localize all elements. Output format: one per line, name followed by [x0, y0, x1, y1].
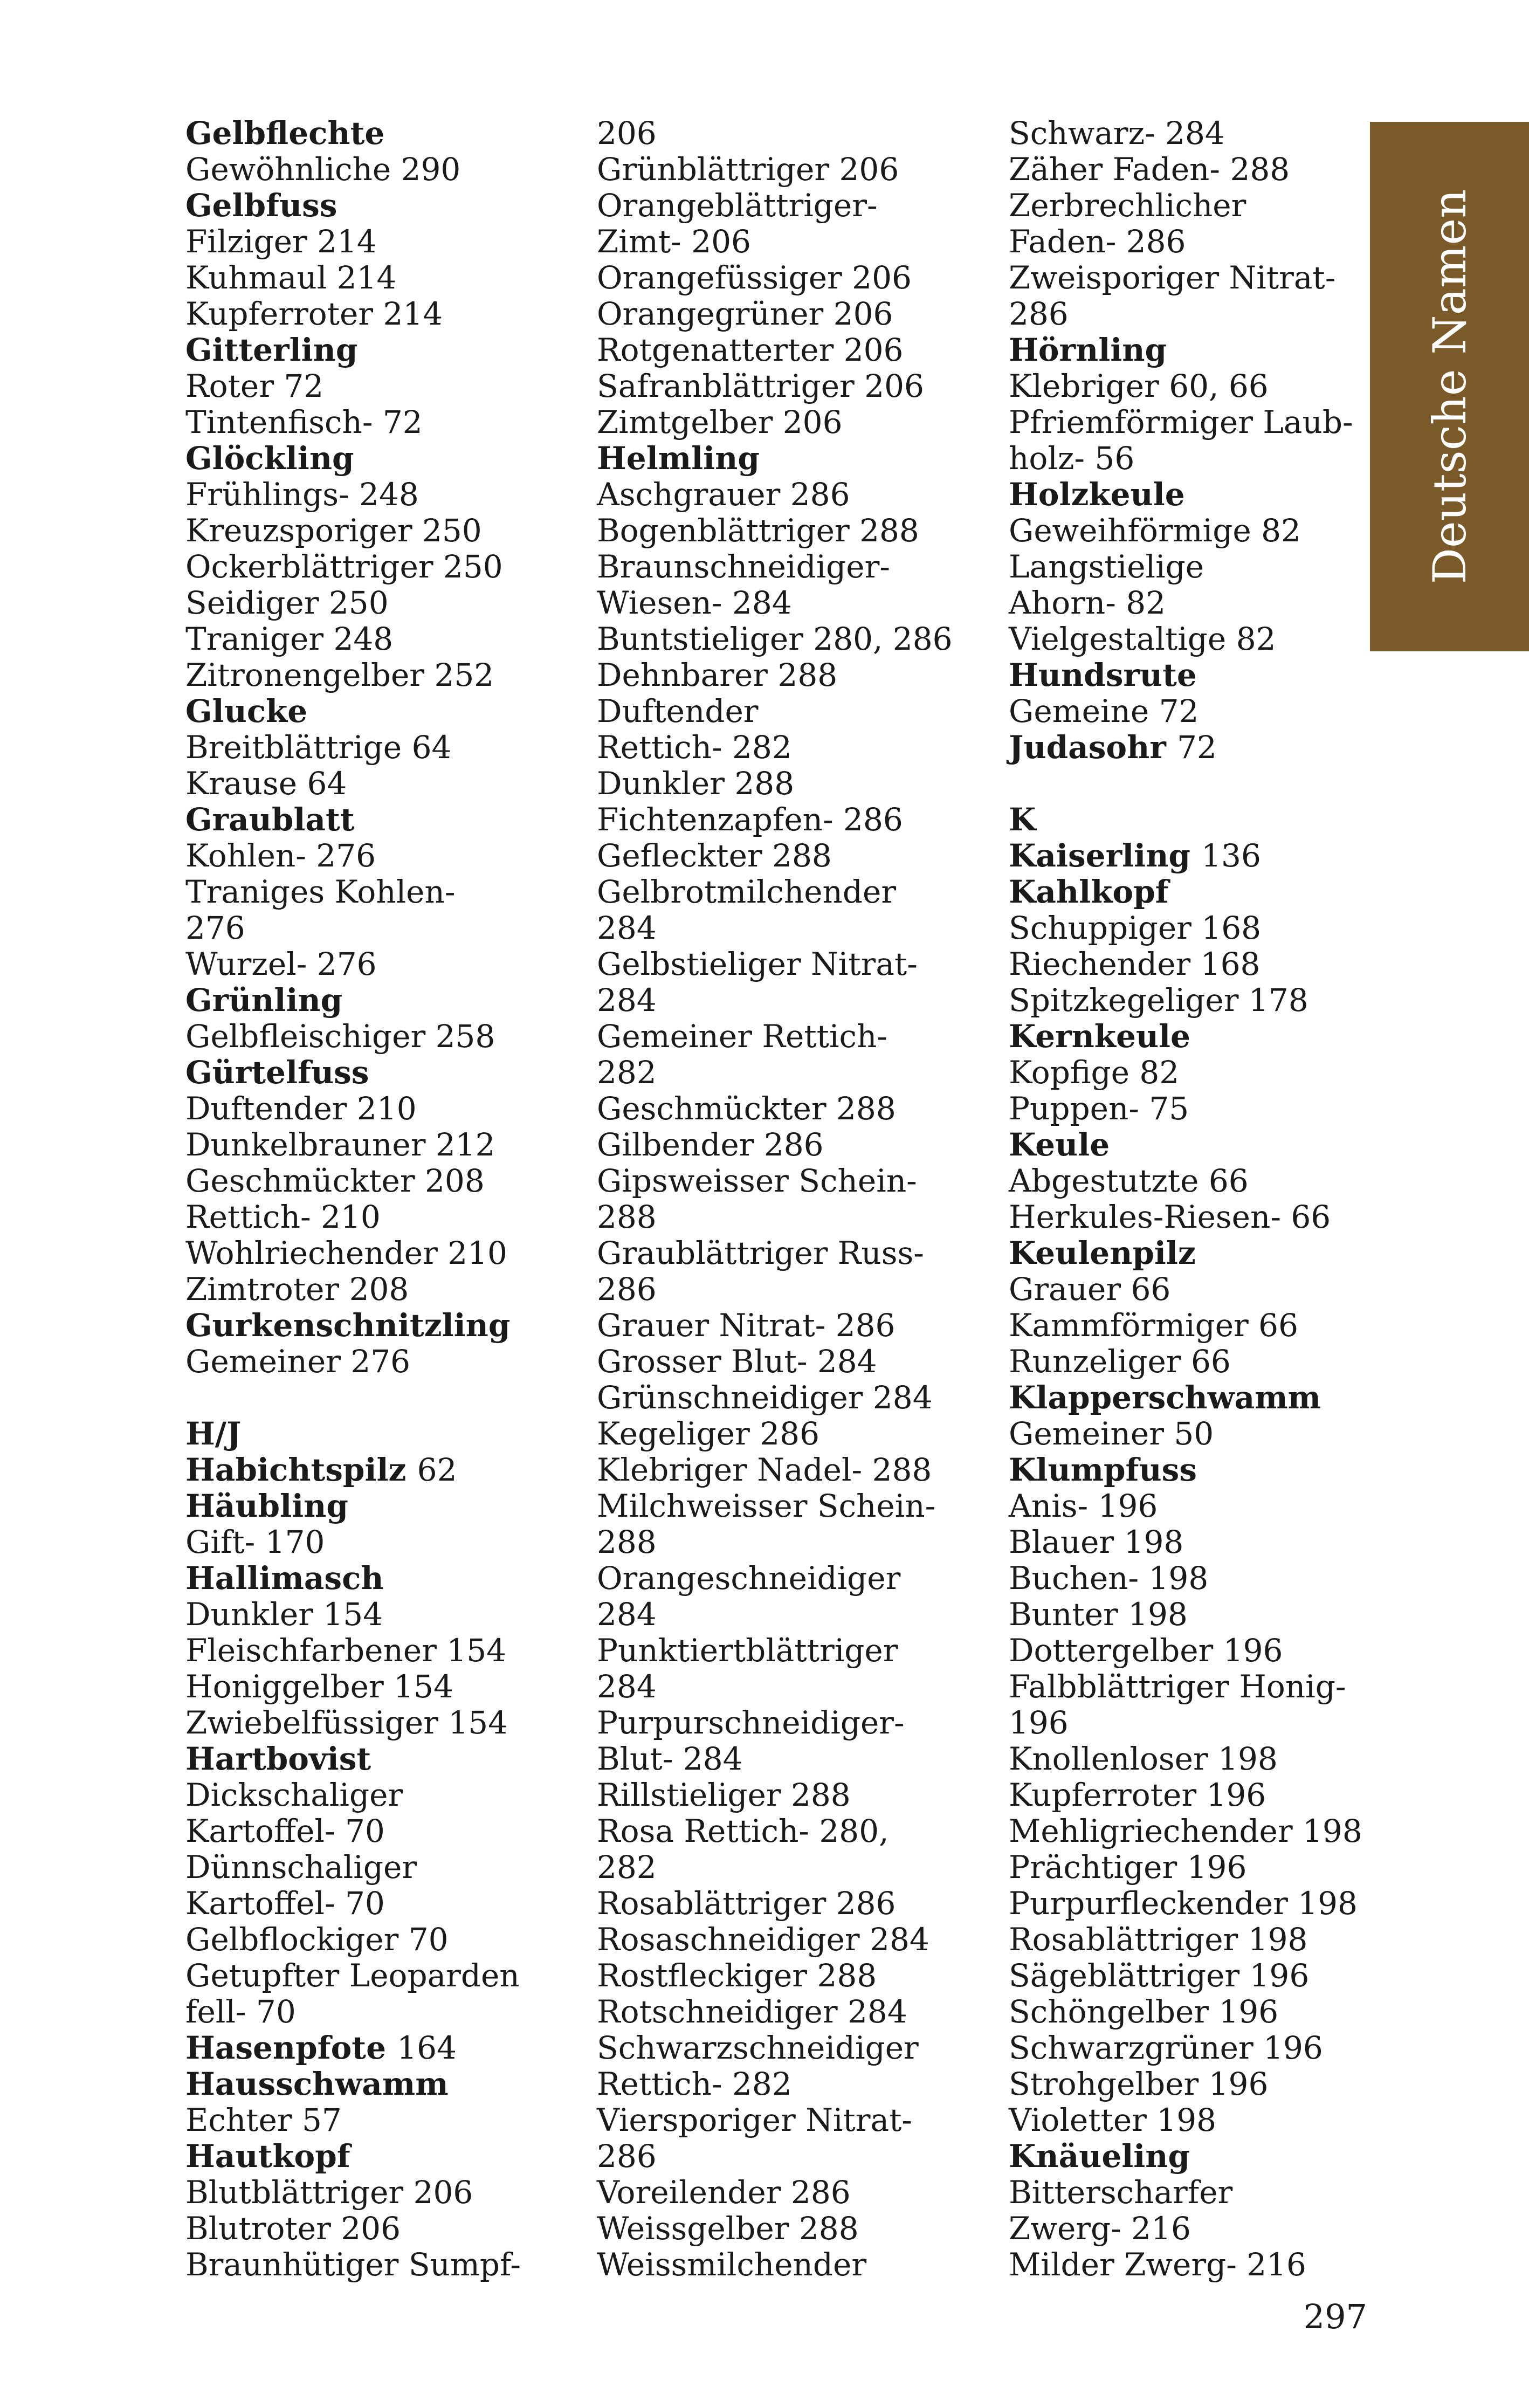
index-heading-text: Glucke — [185, 693, 308, 730]
index-heading-text: Hallimasch — [185, 1560, 384, 1597]
index-entry: Zimtroter 208 — [185, 1271, 409, 1308]
index-entry: Grauer 66 — [1009, 1271, 1171, 1308]
index-entry: 276 — [185, 910, 245, 946]
index-heading-text: Graublatt — [185, 801, 355, 838]
index-entry: Knollenloser 198 — [1009, 1740, 1278, 1777]
index-entry: Buntstieliger 280, 286 — [597, 621, 953, 657]
index-entry: Rosaschneidiger 284 — [597, 1921, 929, 1958]
index-entry: Bunter 198 — [1009, 1596, 1188, 1633]
index-entry: 286 — [597, 1271, 657, 1308]
index-entry: holz- 56 — [1009, 440, 1135, 477]
index-entry: Dickschaliger — [185, 1777, 403, 1813]
index-heading-text: Glöckling — [185, 440, 354, 477]
index-entry: Traniges Kohlen- — [185, 873, 456, 910]
index-entry: Purpurschneidiger- — [597, 1704, 905, 1741]
index-entry: 288 — [597, 1524, 657, 1560]
index-heading — [185, 2030, 552, 2066]
index-entry: Schwarzgrüner 196 — [1009, 2029, 1323, 2066]
index-entry: Rettich- 282 — [597, 2066, 792, 2102]
index-entry: Zwerg- 216 — [1009, 2210, 1191, 2247]
index-heading-text: Knäueling — [1009, 2138, 1190, 2175]
index-entry: Blauer 198 — [1009, 1524, 1184, 1560]
index-heading-text: Hausschwamm — [185, 2066, 449, 2102]
index-entry: Honiggelber 154 — [185, 1668, 453, 1705]
index-entry: 288 — [597, 1199, 657, 1235]
index-entry: Kegeliger 286 — [597, 1415, 819, 1452]
index-entry: Milder Zwerg- 216 — [1009, 2246, 1306, 2283]
index-column-1 — [185, 115, 552, 2283]
index-heading-text: Kernkeule — [1009, 1018, 1190, 1055]
index-heading — [1009, 1019, 1375, 1055]
index-entry: Grünschneidiger 284 — [597, 1379, 933, 1416]
index-heading — [1009, 1127, 1375, 1163]
index-entry: Sägeblättriger 196 — [1009, 1957, 1310, 1994]
index-entry: Blut- 284 — [597, 1740, 743, 1777]
index-entry: Grünblättriger 206 — [597, 151, 899, 188]
index-heading-text: Gurkenschnitzling — [185, 1307, 511, 1344]
index-heading-text: Hundsrute — [1009, 657, 1197, 693]
index-entry: Prächtiger 196 — [1009, 1849, 1247, 1886]
index-entry: Kammförmiger 66 — [1009, 1307, 1298, 1344]
index-entry: Tintenfisch- 72 — [185, 404, 423, 441]
page-number: 297 — [1303, 2297, 1367, 2336]
index-entry: Krause 64 — [185, 765, 347, 802]
index-entry: Orangeblättriger- — [597, 187, 878, 224]
index-heading-text: Gelbfuss — [185, 187, 338, 224]
index-entry: Bogenblättriger 288 — [597, 512, 919, 549]
index-heading-text: Helmling — [597, 440, 760, 477]
index-entry: Rosa Rettich- 280, — [597, 1813, 889, 1849]
index-entry: Gift- 170 — [185, 1524, 325, 1560]
index-entry: Orangeschneidiger — [597, 1560, 901, 1597]
index-entry: Braunschneidiger- — [597, 548, 890, 585]
index-heading — [185, 802, 552, 838]
index-entry: Geweihförmige 82 — [1009, 512, 1301, 549]
index-entry: Schwarz- 284 — [1009, 115, 1225, 152]
index-entry: Gelbfleischiger 258 — [185, 1018, 495, 1055]
index-entry: 286 — [1009, 295, 1069, 332]
index-heading — [185, 2066, 552, 2102]
index-entry: 196 — [1009, 1704, 1069, 1741]
index-entry: Kopfige 82 — [1009, 1054, 1180, 1091]
index-entry: Fichtenzapfen- 286 — [597, 801, 903, 838]
index-entry: Strohgelber 196 — [1009, 2066, 1269, 2102]
index-entry: 286 — [597, 2138, 657, 2175]
index-heading — [185, 441, 552, 477]
index-entry: Fleischfarbener 154 — [185, 1632, 507, 1669]
index-entry: 284 — [597, 1668, 657, 1705]
index-heading-text: Häubling — [185, 1488, 348, 1524]
index-heading-text: H/J — [185, 1415, 242, 1452]
index-entry: Gelbstieliger Nitrat- — [597, 946, 918, 982]
index-entry: Anis- 196 — [1009, 1488, 1158, 1524]
index-heading — [185, 693, 552, 730]
index-heading-text: Grünling — [185, 982, 343, 1019]
index-entry: Orangefüssiger 206 — [597, 259, 912, 296]
index-entry: Buchen- 198 — [1009, 1560, 1209, 1597]
index-entry: 284 — [597, 982, 657, 1019]
index-spacer — [1009, 766, 1375, 802]
index-entry: Gelbflockiger 70 — [185, 1921, 449, 1958]
index-entry: Wohlriechender 210 — [185, 1235, 507, 1271]
index-heading-text: Gürtelfuss — [185, 1054, 369, 1091]
index-entry: Schöngelber 196 — [1009, 1993, 1279, 2030]
index-entry: Kupferroter 196 — [1009, 1777, 1266, 1813]
index-entry: Riechender 168 — [1009, 946, 1261, 982]
section-tab — [1370, 122, 1529, 651]
index-entry: Blutroter 206 — [185, 2210, 401, 2247]
index-heading — [1009, 1452, 1375, 1488]
index-heading-text: Hasenpfote — [185, 2029, 386, 2066]
index-page-ref: 72 — [1177, 729, 1217, 766]
index-heading — [185, 188, 552, 224]
index-entry: Echter 57 — [185, 2102, 342, 2138]
index-heading — [1009, 838, 1375, 874]
index-entry: Orangegrüner 206 — [597, 295, 893, 332]
index-entry: Bitterscharfer — [1009, 2174, 1233, 2211]
index-entry: Falbblättriger Honig- — [1009, 1668, 1346, 1705]
index-entry: Gilbender 286 — [597, 1126, 824, 1163]
index-entry: Geschmückter 288 — [597, 1090, 896, 1127]
section-tab-label: Deutsche Namen — [1423, 189, 1476, 584]
index-heading-text: Klumpfuss — [1009, 1451, 1197, 1488]
index-heading — [1009, 1235, 1375, 1271]
index-heading — [1009, 2138, 1375, 2175]
index-entry: Violetter 198 — [1009, 2102, 1217, 2138]
index-entry: Klebriger 60, 66 — [1009, 368, 1269, 404]
index-entry: Kartoffel- 70 — [185, 1813, 385, 1849]
index-entry: Wurzel- 276 — [185, 946, 377, 982]
index-entry: fell- 70 — [185, 1993, 296, 2030]
index-entry: Runzeliger 66 — [1009, 1343, 1231, 1380]
index-entry: Gemeiner Rettich- — [597, 1018, 887, 1055]
index-entry: Safranblättriger 206 — [597, 368, 924, 404]
index-entry: Gemeiner 50 — [1009, 1415, 1214, 1452]
index-entry: Zwiebelfüssiger 154 — [185, 1704, 508, 1741]
index-entry: Zerbrechlicher — [1009, 187, 1246, 224]
index-entry: Vielgestaltige 82 — [1009, 621, 1276, 657]
index-entry: Dehnbarer 288 — [597, 657, 838, 693]
index-heading — [1009, 874, 1375, 910]
index-entry: Rotschneidiger 284 — [597, 1993, 907, 2030]
index-entry: Abgestutzte 66 — [1009, 1162, 1249, 1199]
index-entry: Roter 72 — [185, 368, 324, 404]
index-entry: Gelbrotmilchender — [597, 873, 897, 910]
index-heading — [185, 1488, 552, 1524]
index-entry: Faden- 286 — [1009, 223, 1186, 260]
index-page-ref: 62 — [417, 1451, 457, 1488]
index-entry: 284 — [597, 1596, 657, 1633]
index-entry: Dunkelbrauner 212 — [185, 1126, 495, 1163]
index-entry: Spitzkegeliger 178 — [1009, 982, 1308, 1019]
index-heading — [1009, 802, 1375, 838]
index-heading — [1009, 332, 1375, 368]
index-column-3 — [1009, 115, 1375, 2283]
index-heading-text: Gelbflechte — [185, 115, 385, 152]
index-entry: Grosser Blut- 284 — [597, 1343, 877, 1380]
index-entry: Wiesen- 284 — [597, 584, 792, 621]
index-page-ref: 136 — [1201, 837, 1261, 874]
index-heading — [1009, 1380, 1375, 1416]
index-entry: Zäher Faden- 288 — [1009, 151, 1290, 188]
index-heading-text: Keule — [1009, 1126, 1110, 1163]
index-heading — [185, 2138, 552, 2175]
index-entry: Rettich- 210 — [185, 1199, 381, 1235]
index-entry: Grauer Nitrat- 286 — [597, 1307, 896, 1344]
index-entry: Weissmilchender — [597, 2246, 867, 2283]
index-entry: Rosablättriger 198 — [1009, 1921, 1308, 1958]
index-entry: Filziger 214 — [185, 223, 377, 260]
index-heading — [185, 332, 552, 368]
index-entry: Pfriemförmiger Laub- — [1009, 404, 1353, 441]
index-column-2 — [597, 115, 963, 2283]
index-heading-text: Klapperschwamm — [1009, 1379, 1321, 1416]
index-entry: Rillstieliger 288 — [597, 1777, 851, 1813]
index-entry: Dunkler 154 — [185, 1596, 383, 1633]
index-entry: Gewöhnliche 290 — [185, 151, 461, 188]
index-entry: 282 — [597, 1849, 657, 1886]
index-entry: Schwarzschneidiger — [597, 2029, 919, 2066]
index-heading-text: Habichtspilz — [185, 1451, 407, 1488]
index-entry: Rettich- 282 — [597, 729, 792, 766]
index-entry: Graublättriger Russ- — [597, 1235, 924, 1271]
index-entry: Traniger 248 — [185, 621, 394, 657]
index-entry: Zweisporiger Nitrat- — [1009, 259, 1336, 296]
index-spacer — [185, 1380, 552, 1416]
index-entry: Voreilender 286 — [597, 2174, 851, 2211]
index-heading-text: Gitterling — [185, 332, 358, 368]
index-heading-text: Judasohr — [1009, 729, 1166, 766]
index-entry: Gipsweisser Schein- — [597, 1162, 917, 1199]
index-entry: Weissgelber 288 — [597, 2210, 859, 2247]
index-entry: Gemeine 72 — [1009, 693, 1199, 730]
index-entry: Purpurfleckender 198 — [1009, 1885, 1358, 1922]
index-entry: Schuppiger 168 — [1009, 910, 1262, 946]
index-entry: Herkules-Riesen- 66 — [1009, 1199, 1331, 1235]
index-entry: Kreuzsporiger 250 — [185, 512, 482, 549]
index-entry: Breitblättrige 64 — [185, 729, 452, 766]
index-entry: Getupfter Leoparden — [185, 1957, 520, 1994]
index-entry: Dunkler 288 — [597, 765, 795, 802]
index-entry: Duftender — [597, 693, 759, 730]
index-entry: Braunhütiger Sumpf- — [185, 2246, 521, 2283]
index-heading-text: Hautkopf — [185, 2138, 350, 2175]
index-heading-text: Hörnling — [1009, 332, 1167, 368]
index-heading — [185, 1055, 552, 1091]
index-heading — [1009, 657, 1375, 693]
index-heading — [1009, 730, 1375, 766]
index-entry: 206 — [597, 115, 657, 152]
index-entry: Zimt- 206 — [597, 223, 751, 260]
index-entry: Milchweisser Schein- — [597, 1488, 936, 1524]
index-entry: Kupferroter 214 — [185, 295, 443, 332]
index-heading-text: Kaiserling — [1009, 837, 1190, 874]
index-entry: Zimtgelber 206 — [597, 404, 843, 441]
index-entry: Ockerblättriger 250 — [185, 548, 503, 585]
index-entry: Viersporiger Nitrat- — [597, 2102, 912, 2138]
index-entry: Blutblättriger 206 — [185, 2174, 473, 2211]
index-entry: Zitronengelber 252 — [185, 657, 494, 693]
index-entry: Kuhmaul 214 — [185, 259, 397, 296]
index-entry: Klebriger Nadel- 288 — [597, 1451, 932, 1488]
index-entry: Gefleckter 288 — [597, 837, 832, 874]
index-entry: Dünnschaliger — [185, 1849, 417, 1886]
index-page-ref: 164 — [397, 2029, 457, 2066]
index-heading — [185, 982, 552, 1019]
index-entry: Ahorn- 82 — [1009, 584, 1166, 621]
index-entry: Mehligriechender 198 — [1009, 1813, 1362, 1849]
index-entry: Seidiger 250 — [185, 584, 389, 621]
index-entry: Rotgenatterter 206 — [597, 332, 904, 368]
index-entry: Puppen- 75 — [1009, 1090, 1189, 1127]
index-heading-text: Keulenpilz — [1009, 1235, 1196, 1271]
index-heading — [185, 1741, 552, 1777]
index-entry: Duftender 210 — [185, 1090, 417, 1127]
index-heading — [185, 1452, 552, 1488]
index-entry: Gemeiner 276 — [185, 1343, 411, 1380]
index-entry: Kohlen- 276 — [185, 837, 376, 874]
index-entry: 282 — [597, 1054, 657, 1091]
index-entry: Punktiertblättriger — [597, 1632, 898, 1669]
index-heading — [1009, 477, 1375, 513]
index-entry: Kartoffel- 70 — [185, 1885, 385, 1922]
index-heading — [185, 1560, 552, 1597]
index-entry: Langstielige — [1009, 548, 1204, 585]
index-entry: Rosablättriger 286 — [597, 1885, 896, 1922]
index-entry: Geschmückter 208 — [185, 1162, 485, 1199]
index-heading-text: Hartbovist — [185, 1740, 371, 1777]
index-entry: Frühlings- 248 — [185, 476, 419, 513]
index-heading — [185, 1416, 552, 1452]
index-entry: Dottergelber 196 — [1009, 1632, 1283, 1669]
index-heading-text: K — [1009, 801, 1036, 838]
index-entry: 284 — [597, 910, 657, 946]
index-entry: Aschgrauer 286 — [597, 476, 850, 513]
index-heading-text: Kahlkopf — [1009, 873, 1169, 910]
index-heading — [185, 115, 552, 152]
index-heading — [597, 441, 963, 477]
index-entry: Rostfleckiger 288 — [597, 1957, 877, 1994]
index-heading — [185, 1308, 552, 1344]
index-heading-text: Holzkeule — [1009, 476, 1185, 513]
